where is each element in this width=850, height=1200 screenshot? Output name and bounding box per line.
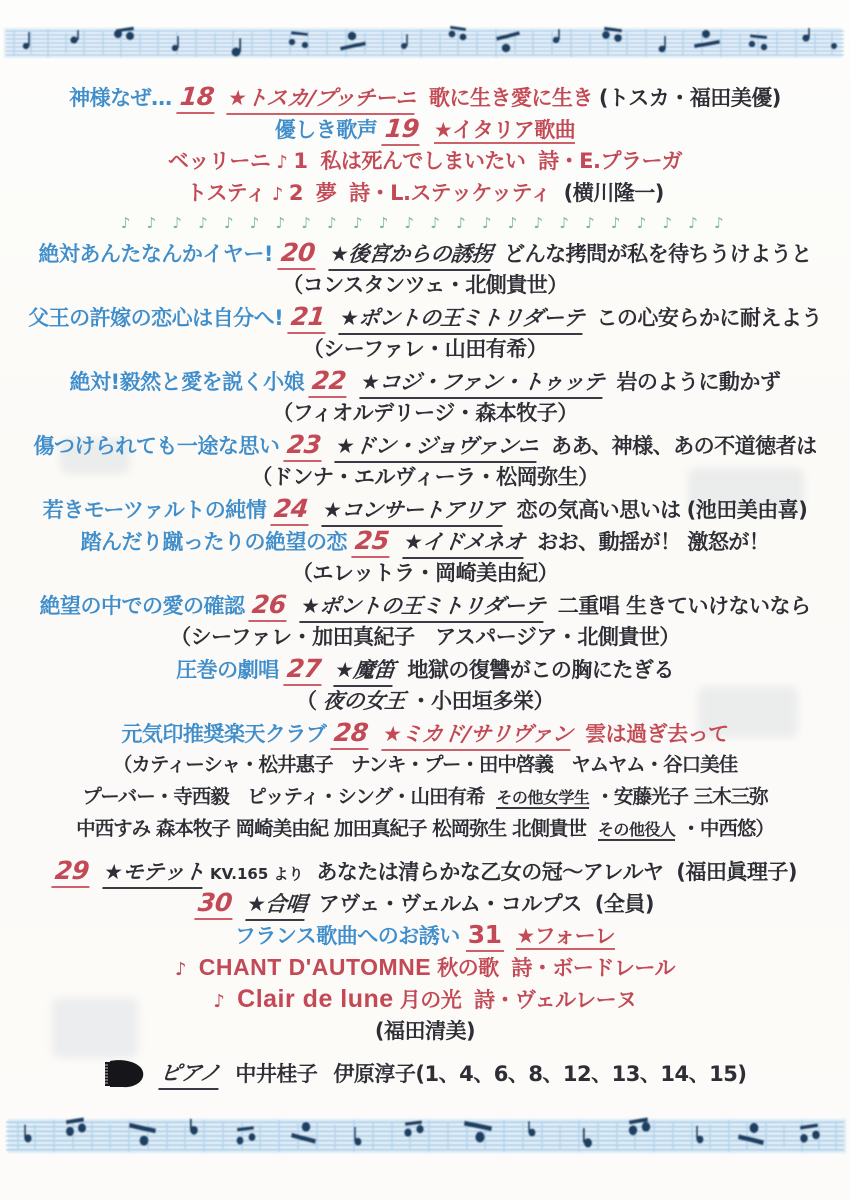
pianist-2: 伊原淳子(1、4、6、8、12、13、14、15)	[333, 1062, 747, 1086]
piano-label: ピアノ	[158, 1058, 221, 1090]
program-line-28	[14, 718, 836, 750]
cast-row-2-names-b: ・安藤光子 三木三弥	[595, 785, 768, 808]
cast-row-3-role: その他役人	[597, 820, 676, 839]
french-song-2-poet: 詩・ヴェルレーヌ	[474, 988, 637, 1012]
line-18-title: ★トスカ/プッチーニ	[227, 83, 418, 115]
line-25-cast: （エレットラ・岡崎美由紀）	[291, 561, 559, 585]
line-31-intro: フランス歌曲へのお誘い	[234, 924, 460, 948]
line-23-aria: ああ、神様、あの不道徳者は	[550, 434, 817, 458]
line-29-aria: あなたは清らかな乙女の冠～アレルヤ	[316, 860, 664, 884]
line-18-aria: 歌に生き愛に生き	[428, 86, 593, 110]
cast-row-3-names-b: ・中西悠）	[681, 817, 774, 840]
french-song-line-2	[14, 984, 836, 1016]
french-song-1-title-jp: 秋の歌	[437, 956, 499, 980]
french-song-2-title-latin: Clair de lune	[237, 985, 394, 1013]
piano-credit-line	[14, 1054, 836, 1094]
program-content	[0, 82, 850, 1094]
program-line-25	[14, 526, 836, 558]
line-20-cast: （コンスタンツェ・北側貴世）	[282, 273, 568, 297]
program-line-21	[14, 302, 836, 334]
line-27-aria: 地獄の復讐がこの胸にたぎる	[407, 658, 674, 682]
program-line-27	[14, 654, 836, 686]
line-30-number: 30	[194, 888, 235, 920]
song-1-poet: 詩・E.プラーガ	[538, 149, 683, 173]
french-song-1-poet: 詩・ボードレール	[511, 956, 676, 980]
line-20-intro: 絶対あんたなんかイヤー!	[38, 242, 273, 266]
program-line-23	[14, 430, 836, 462]
line-27-cast	[14, 686, 836, 718]
line-21-number: 21	[287, 302, 328, 334]
line-29-title: ★モテット	[102, 857, 206, 889]
french-song-2-title-jp: 月の光	[399, 988, 462, 1012]
song-2-poet: 詩・L.ステッケッティ	[349, 181, 551, 205]
cast-row-2-names: プーバー・寺西毅 ピッティ・シング・山田有希	[82, 785, 491, 808]
music-note-divider: ♪ ♪ ♪ ♪ ♪ ♪ ♪ ♪ ♪ ♪ ♪ ♪ ♪ ♪ ♪ ♪ ♪ ♪ ♪ ♪ ♪ ♪ ♪ ♪	[120, 214, 730, 232]
line-31-number: 31	[466, 920, 504, 952]
line-23-number: 23	[284, 430, 325, 462]
line-21-cast: （シーファレ・山田有希）	[302, 337, 548, 361]
line-26-aria: 二重唱 生きていけないなら	[557, 594, 811, 618]
song-line-bellini	[14, 146, 836, 178]
song-2-number: 2	[288, 181, 303, 205]
line-18-cast: (トスカ・福田美優)	[598, 86, 781, 110]
program-line-31	[14, 920, 836, 952]
line-28-title: ★ミカド/サリヴァン	[381, 719, 574, 751]
line-23-cast: （ドンナ・エルヴィーラ・松岡弥生）	[251, 465, 599, 489]
program-line-20	[14, 238, 836, 270]
grand-piano-icon	[101, 1058, 147, 1090]
line-28-cast-row-2	[14, 782, 836, 814]
eighth-note-icon: ♪	[213, 991, 225, 1012]
line-22-cast: （フィオルデリージ・森本牧子）	[272, 401, 578, 425]
line-28-aria: 雲は過ぎ去って	[585, 722, 729, 746]
line-28-number: 28	[331, 718, 372, 750]
line-21-aria: この心安らかに耐えよう	[596, 306, 822, 330]
line-30-cast: (全員)	[594, 892, 654, 916]
line-18-intro: 神様なぜ…	[69, 86, 172, 110]
song-1-number: 1	[293, 149, 308, 173]
line-31-title: ★フォーレ	[516, 924, 616, 948]
line-25-number: 25	[351, 526, 392, 558]
line-21-intro: 父王の許嫁の恋心は自分へ!	[28, 306, 284, 330]
line-29-cast: (福田眞理子)	[676, 860, 797, 884]
line-27-number: 27	[283, 654, 324, 686]
program-line-24	[14, 494, 836, 526]
program-line-26	[14, 590, 836, 622]
eighth-note-icon: ♪	[271, 184, 283, 205]
line-24-cast: (池田美由喜)	[686, 498, 808, 522]
line-22-aria: 岩のように動かず	[616, 370, 781, 394]
line-27-cast-rest: ・小田垣多栄）	[410, 689, 554, 713]
line-28-cast-row-1: （カティーシャ・松井惠子 ナンキ・プー・田中啓義 ヤムヤム・谷口美佳	[112, 753, 738, 776]
line-19-title: ★イタリア歌曲	[433, 118, 576, 142]
line-18-number: 18	[176, 82, 217, 114]
line-24-number: 24	[271, 494, 312, 526]
line-27-intro: 圧巻の劇唱	[176, 658, 279, 682]
french-songs-cast: (福田清美)	[374, 1019, 476, 1043]
line-25-aria: おお、動揺が！ 激怒が！	[537, 530, 770, 554]
line-30-title: ★合唱	[245, 889, 308, 921]
program-line-18	[14, 82, 836, 114]
line-30-aria: アヴェ・ヴェルム・コルプス	[318, 892, 582, 916]
line-27-cast-open: （	[296, 689, 317, 713]
line-24-aria: 恋の気高い思いは	[516, 498, 681, 522]
song-2-composer: トスティ	[186, 181, 266, 205]
program-line-19	[14, 114, 836, 146]
line-22-title: ★コジ・ファン・トゥッテ	[359, 367, 605, 399]
pianist-1: 中井桂子	[235, 1062, 318, 1086]
line-20-aria: どんな拷問が私を待ちうけようと	[504, 242, 812, 266]
line-24-title: ★コンサートアリア	[321, 495, 505, 527]
song-2-cast: (横川隆一)	[563, 181, 664, 205]
eighth-note-icon: ♪	[276, 152, 288, 173]
song-2-title: 夢	[315, 181, 337, 205]
french-song-1-title-latin: CHANT D'AUTOMNE	[198, 954, 432, 980]
line-26-title: ★ポントの王ミトリダーテ	[299, 591, 546, 623]
cast-row-3-names: 中西すみ 森本牧子 岡崎美由紀 加田真紀子 松岡弥生 北側貴世	[76, 817, 592, 840]
line-29-number: 29	[51, 856, 92, 888]
french-song-line-1	[14, 952, 836, 984]
music-staff-border-bottom-decoration	[0, 1112, 850, 1160]
line-19-intro: 優しき歌声	[274, 118, 378, 142]
line-22-number: 22	[308, 366, 349, 398]
song-1-title: 私は死んでしまいたい	[320, 149, 526, 173]
song-1-composer: ベッリーニ	[167, 149, 271, 173]
program-line-29	[14, 856, 836, 888]
program-line-30	[14, 888, 836, 920]
line-22-intro: 絶対!毅然と愛を説く小娘	[69, 370, 305, 394]
program-line-22	[14, 366, 836, 398]
line-20-number: 20	[277, 238, 318, 270]
line-28-cast-row-3	[14, 814, 836, 846]
line-21-title: ★ポントの王ミトリダーテ	[338, 303, 585, 335]
line-25-title: ★イドメネオ	[402, 527, 526, 559]
line-19-number: 19	[382, 114, 423, 146]
line-26-intro: 絶望の中での愛の確認	[39, 594, 245, 618]
line-23-title: ★ドン・ジョヴァンニ	[334, 431, 540, 463]
line-25-intro: 踏んだり蹴ったりの絶望の恋	[80, 530, 348, 554]
cast-row-2-role: その他女学生	[496, 788, 590, 807]
line-20-title: ★後宮からの誘拐	[328, 239, 493, 271]
line-27-cast-role: 夜の女王	[321, 689, 406, 713]
eighth-note-icon: ♪	[174, 959, 186, 980]
line-26-number: 26	[249, 590, 290, 622]
line-24-intro: 若きモーツァルトの純情	[42, 498, 267, 522]
line-29-kv: KV.165 より	[209, 865, 304, 883]
music-staff-border-top-decoration	[0, 22, 850, 64]
line-26-cast: （シーファレ・加田真紀子 アスパージア・北側貴世）	[170, 625, 680, 649]
line-23-intro: 傷つけられても一途な思い	[33, 434, 280, 458]
song-line-tosti	[14, 178, 836, 210]
line-27-title: ★魔笛	[334, 655, 397, 687]
line-28-intro: 元気印推奨楽天クラブ	[121, 722, 327, 746]
